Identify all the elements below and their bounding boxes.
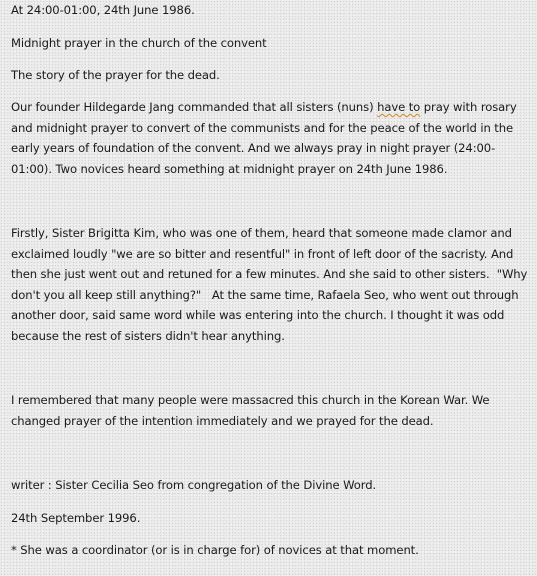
subject-line: Midnight prayer in the church of the convent	[11, 36, 267, 50]
story-title: The story of the prayer for the dead.	[11, 68, 220, 82]
paragraph-text: pray with rosary and midnight prayer to convert of the communists and for the peace of the world in the early years of foundation of the convent. And we always pray in night prayer (24:00-01:00). Two novices heard something at midnight prayer on 24th June 1986.	[11, 100, 521, 176]
paragraph-founder-command	[11, 97, 535, 179]
paragraph-brigitta-account: Firstly, Sister Brigitta Kim, who was one of them, heard that someone made clamor and exclaimed loudly "we are so bitter and resentful" in front of left door of the sacristy. And then she just went out and retuned for a few minutes. And she said to other sisters. "Why don't you all keep still anything?" At the same time, Rafaela Seo, who went out through another door, said same word while was entering into the church. I thought it was odd because the rest of sisters didn't hear anything.	[11, 226, 531, 343]
date-line: At 24:00-01:00, 24th June 1986.	[11, 3, 195, 17]
footnote: * She was a coordinator (or is in charge for) of novices at that moment.	[11, 543, 419, 557]
writer-line: writer : Sister Cecilia Seo from congregation of the Divine Word.	[11, 478, 377, 492]
paragraph-korean-war: I remembered that many people were massacred this church in the Korean War. We changed prayer of the intention immediately and we prayed for the dead.	[11, 393, 494, 428]
paragraph-text: Our founder Hildegarde Jang commanded that all sisters (nuns)	[11, 100, 378, 114]
written-date: 24th September 1996.	[11, 511, 141, 525]
grammar-flagged-word[interactable]: have to	[377, 100, 421, 114]
